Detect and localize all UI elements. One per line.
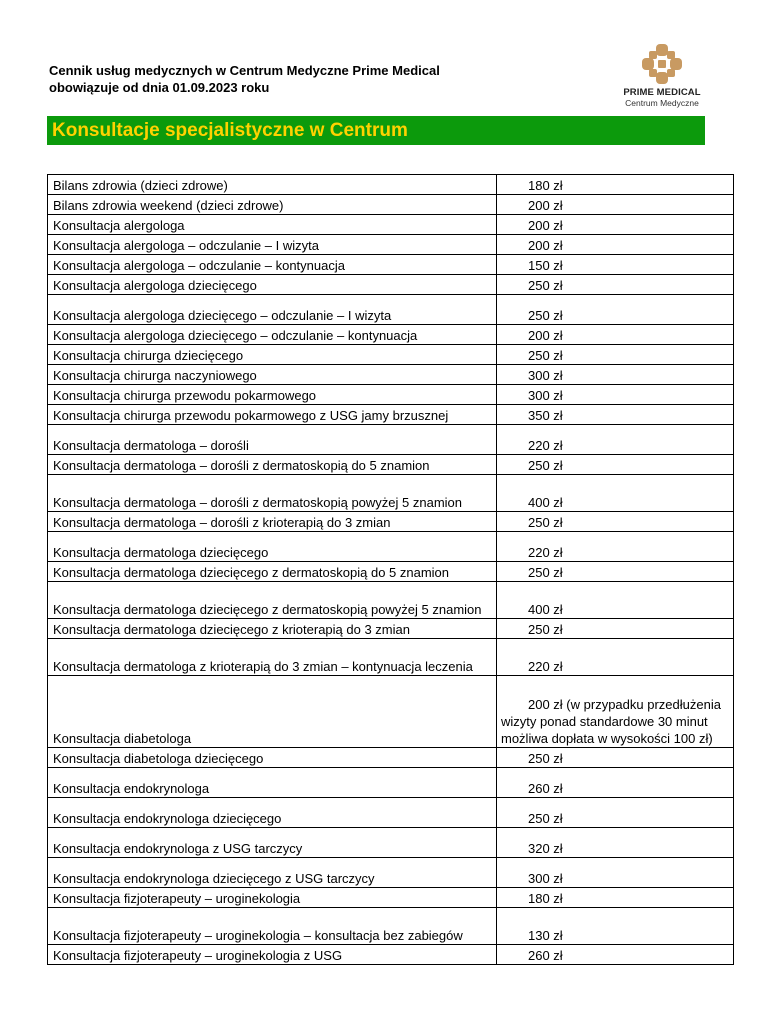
table-row (48, 365, 734, 385)
service-name: Konsultacja dermatologa z krioterapią do 3 zmian – kontynuacja leczenia (48, 639, 497, 676)
service-name: Konsultacja dermatologa dziecięcego (48, 532, 497, 562)
section-title-banner: Konsultacje specjalistyczne w Centrum (47, 116, 705, 145)
service-name: Konsultacja fizjoterapeuty – uroginekologia z USG (48, 945, 497, 965)
service-price: 300 zł (497, 385, 734, 405)
service-name: Bilans zdrowia weekend (dzieci zdrowe) (48, 195, 497, 215)
service-name: Bilans zdrowia (dzieci zdrowe) (48, 175, 497, 195)
service-name: Konsultacja chirurga dziecięcego (48, 345, 497, 365)
service-price: 250 zł (497, 798, 734, 828)
table-row (48, 215, 734, 235)
service-price: 250 zł (497, 512, 734, 532)
service-price: 200 zł (w przypadku przedłużenia wizyty ponad standardowe 30 minut możliwa dopłata w wysokości 100 zł) (497, 676, 734, 748)
table-row (48, 425, 734, 455)
table-row (48, 455, 734, 475)
service-name: Konsultacja alergologa – odczulanie – I wizyta (48, 235, 497, 255)
service-name: Konsultacja dermatologa – dorośli z dermatoskopią do 5 znamion (48, 455, 497, 475)
logo-brand-name: PRIME MEDICAL (623, 87, 701, 98)
service-name: Konsultacja dermatologa – dorośli z dermatoskopią powyżej 5 znamion (48, 475, 497, 512)
clover-logo-icon (640, 42, 684, 86)
table-row (48, 405, 734, 425)
table-row (48, 345, 734, 365)
table-row (48, 235, 734, 255)
service-name: Konsultacja dermatologa – dorośli (48, 425, 497, 455)
table-row (48, 195, 734, 215)
table-row (48, 619, 734, 639)
service-price: 350 zł (497, 405, 734, 425)
service-price: 200 zł (497, 235, 734, 255)
price-list-table (47, 174, 734, 965)
table-row (48, 475, 734, 512)
service-name: Konsultacja endokrynologa dziecięcego z USG tarczycy (48, 858, 497, 888)
service-name: Konsultacja fizjoterapeuty – uroginekologia – konsultacja bez zabiegów (48, 908, 497, 945)
table-row (48, 748, 734, 768)
service-name: Konsultacja diabetologa dziecięcego (48, 748, 497, 768)
service-price: 200 zł (497, 325, 734, 345)
service-name: Konsultacja chirurga przewodu pokarmowego (48, 385, 497, 405)
service-price: 250 zł (497, 619, 734, 639)
service-price: 200 zł (497, 195, 734, 215)
table-row (48, 532, 734, 562)
service-price: 130 zł (497, 908, 734, 945)
table-row (48, 908, 734, 945)
service-price: 300 zł (497, 365, 734, 385)
table-row (48, 582, 734, 619)
document-header (49, 62, 440, 96)
service-name: Konsultacja chirurga przewodu pokarmowego z USG jamy brzusznej (48, 405, 497, 425)
service-price: 260 zł (497, 945, 734, 965)
service-name: Konsultacja chirurga naczyniowego (48, 365, 497, 385)
service-price: 250 zł (497, 295, 734, 325)
service-price: 250 zł (497, 345, 734, 365)
service-price: 320 zł (497, 828, 734, 858)
service-price: 180 zł (497, 175, 734, 195)
header-title: Cennik usług medycznych w Centrum Medyczne Prime Medical (49, 63, 440, 78)
table-row (48, 175, 734, 195)
table-row (48, 768, 734, 798)
service-name: Konsultacja dermatologa dziecięcego z krioterapią do 3 zmian (48, 619, 497, 639)
service-name: Konsultacja alergologa dziecięcego – odczulanie – I wizyta (48, 295, 497, 325)
service-price: 150 zł (497, 255, 734, 275)
service-name: Konsultacja dermatologa – dorośli z krioterapią do 3 zmian (48, 512, 497, 532)
service-name: Konsultacja dermatologa dziecięcego z dermatoskopią do 5 znamion (48, 562, 497, 582)
service-name: Konsultacja endokrynologa dziecięcego (48, 798, 497, 828)
service-price: 250 zł (497, 748, 734, 768)
service-name: Konsultacja endokrynologa (48, 768, 497, 798)
table-row (48, 562, 734, 582)
service-price: 250 zł (497, 562, 734, 582)
table-row (48, 798, 734, 828)
service-price: 220 zł (497, 639, 734, 676)
table-row (48, 888, 734, 908)
table-row (48, 295, 734, 325)
table-row (48, 512, 734, 532)
service-price: 300 zł (497, 858, 734, 888)
service-price: 400 zł (497, 582, 734, 619)
service-name: Konsultacja alergologa (48, 215, 497, 235)
service-name: Konsultacja diabetologa (48, 676, 497, 748)
service-price: 250 zł (497, 275, 734, 295)
table-row (48, 275, 734, 295)
prime-medical-logo (612, 42, 712, 108)
service-name: Konsultacja dermatologa dziecięcego z dermatoskopią powyżej 5 znamion (48, 582, 497, 619)
service-name: Konsultacja alergologa dziecięcego – odczulanie – kontynuacja (48, 325, 497, 345)
service-price: 220 zł (497, 425, 734, 455)
table-row (48, 828, 734, 858)
table-row (48, 255, 734, 275)
service-name: Konsultacja fizjoterapeuty – uroginekologia (48, 888, 497, 908)
service-name: Konsultacja endokrynologa z USG tarczycy (48, 828, 497, 858)
service-price: 250 zł (497, 455, 734, 475)
service-name: Konsultacja alergologa dziecięcego (48, 275, 497, 295)
service-name: Konsultacja alergologa – odczulanie – kontynuacja (48, 255, 497, 275)
table-row (48, 945, 734, 965)
service-price: 260 zł (497, 768, 734, 798)
table-row (48, 385, 734, 405)
table-row (48, 676, 734, 748)
service-price: 180 zł (497, 888, 734, 908)
logo-subtitle: Centrum Medyczne (625, 98, 699, 108)
header-validity-date: obowiązuje od dnia 01.09.2023 roku (49, 80, 270, 95)
service-price: 220 zł (497, 532, 734, 562)
table-row (48, 858, 734, 888)
service-price: 200 zł (497, 215, 734, 235)
table-row (48, 639, 734, 676)
service-price: 400 zł (497, 475, 734, 512)
table-row (48, 325, 734, 345)
